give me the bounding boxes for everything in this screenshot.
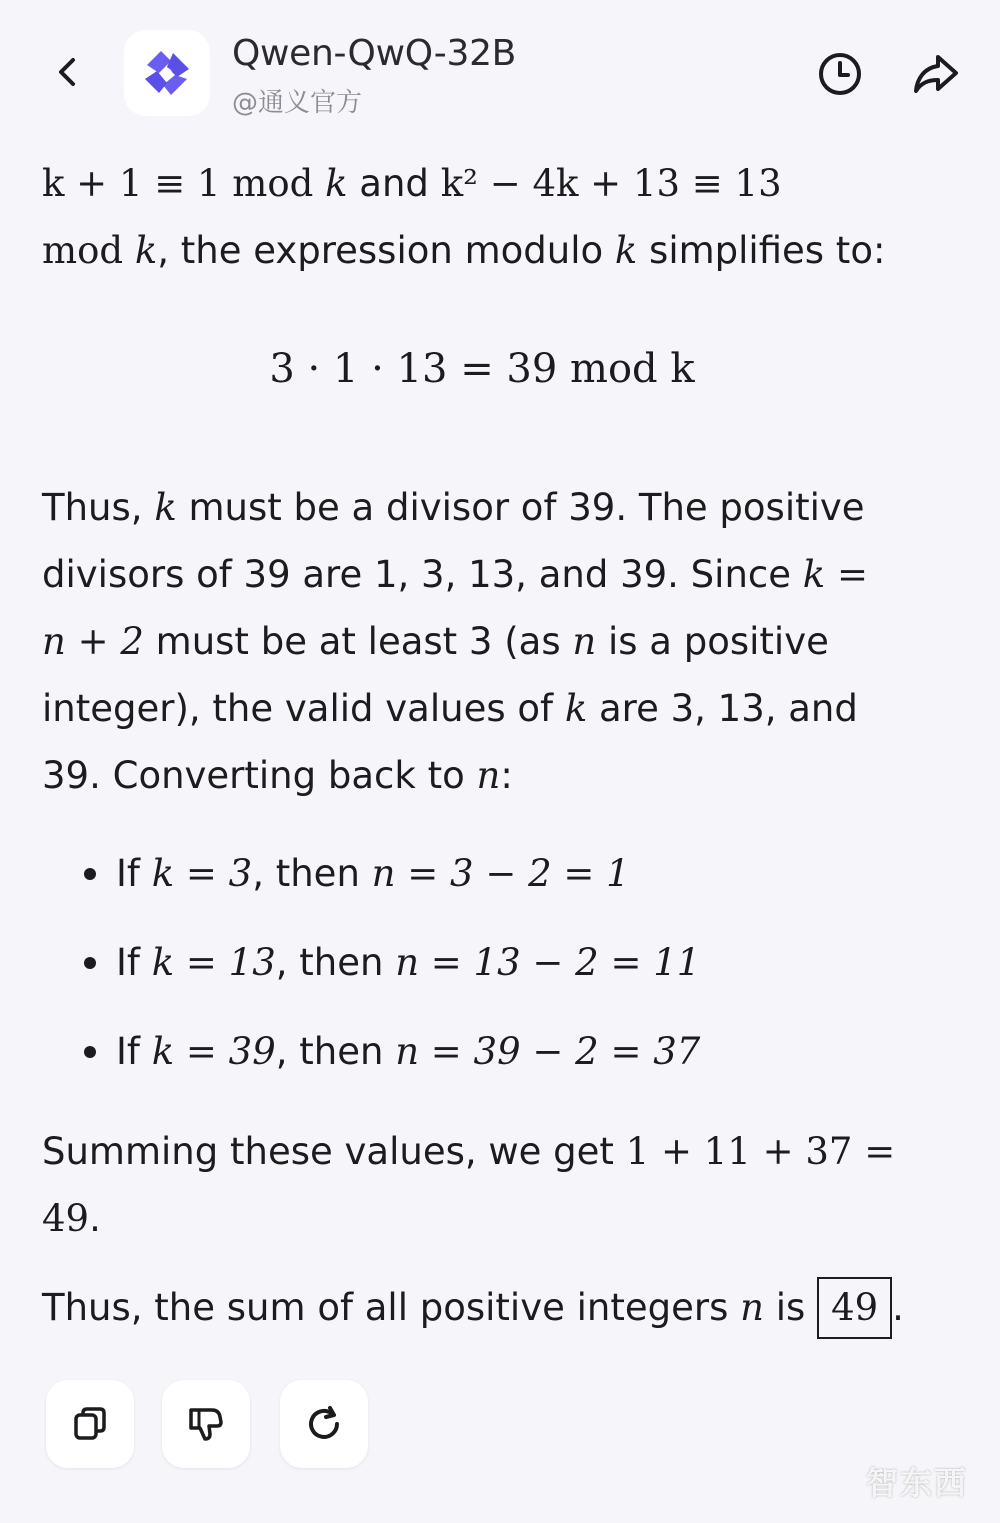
math-congruence-1: k + 1 ≡ 1 mod	[42, 162, 326, 205]
math-k-value: k = 13	[151, 941, 276, 984]
text-if: If	[116, 941, 152, 984]
math-n-value: n = 3 − 2 = 1	[371, 852, 630, 895]
text-segment: Summing these values, we get	[42, 1130, 626, 1173]
copy-icon	[70, 1404, 110, 1444]
math-k-value: k = 39	[151, 1030, 276, 1073]
dislike-button[interactable]	[162, 1380, 250, 1468]
list-item	[42, 829, 922, 918]
text-segment: Thus, the sum of all positive integers	[42, 1286, 741, 1329]
text-segment: Thus,	[42, 486, 155, 529]
refresh-icon	[304, 1404, 344, 1444]
text-segment: is a positive integer), the valid values of	[42, 620, 829, 730]
watermark: 智东西	[866, 1464, 969, 1502]
text-segment: is	[763, 1286, 818, 1329]
back-button[interactable]	[46, 50, 90, 94]
boxed-answer: 49	[817, 1277, 892, 1339]
math-congruence-2: k² − 4k + 13 ≡ 13	[440, 162, 782, 205]
math-var-k: k	[614, 229, 638, 272]
thumbs-down-icon	[186, 1404, 226, 1444]
math-var-k: k	[134, 229, 158, 272]
math-n-plus-2: n + 2	[42, 620, 144, 663]
math-var-k: k	[325, 162, 348, 205]
bot-name: Qwen-QwQ-32B	[232, 33, 517, 74]
display-equation: 3 · 1 · 13 = 39 mod k	[269, 346, 695, 392]
math-n-value: n = 13 − 2 = 11	[395, 941, 701, 984]
math-var-n: n	[572, 620, 597, 663]
list-item	[42, 918, 922, 1007]
text-segment: must be a divisor of 39. The positive divisors of 39 are 1, 3, 13, and 39. Since	[42, 486, 865, 596]
math-var-n: n	[740, 1286, 764, 1329]
text-if: If	[116, 852, 152, 895]
solutions-list	[42, 829, 922, 1096]
text-segment: are 3, 13, and 39. Converting back to	[42, 687, 858, 797]
math-n-value: n = 39 − 2 = 37	[395, 1030, 701, 1073]
math-sum-result: 49	[42, 1197, 90, 1240]
text-segment: must be at least 3 (as	[143, 620, 573, 663]
text-if: If	[116, 1030, 152, 1073]
text-segment: , the expression modulo	[157, 229, 615, 272]
text-period: .	[892, 1286, 904, 1329]
chevron-left-icon	[46, 50, 90, 94]
math-k-value: k = 3	[151, 852, 253, 895]
bot-handle: @通义官方	[232, 88, 363, 118]
bot-avatar[interactable]	[124, 30, 210, 116]
text-and: and	[347, 162, 441, 205]
text-segment: :	[500, 754, 513, 797]
math-mod: mod	[42, 229, 135, 272]
paragraph-conclusion	[42, 1274, 922, 1341]
regenerate-button[interactable]	[280, 1380, 368, 1468]
message-actions	[0, 1380, 1000, 1470]
share-arrow-icon	[910, 48, 962, 100]
text-segment: simplifies to:	[637, 229, 886, 272]
math-k-equals: k =	[802, 553, 868, 596]
share-button[interactable]	[910, 48, 962, 100]
text-then: , then	[275, 1030, 396, 1073]
paragraph-divisors	[42, 474, 922, 809]
chat-header	[0, 0, 1000, 140]
math-var-k: k	[564, 687, 588, 730]
text-then: , then	[275, 941, 396, 984]
math-var-n: n	[476, 754, 501, 797]
math-sum: 1 + 11 + 37 =	[625, 1130, 896, 1173]
text-period: .	[89, 1197, 101, 1240]
copy-button[interactable]	[46, 1380, 134, 1468]
clock-icon	[814, 48, 866, 100]
math-var-k: k	[154, 486, 177, 529]
qwen-logo-icon	[137, 43, 197, 103]
text-then: , then	[252, 852, 372, 895]
history-button[interactable]	[814, 48, 866, 100]
paragraph-sum	[42, 1118, 922, 1252]
message-content	[42, 150, 922, 1341]
paragraph-intro	[42, 150, 922, 284]
list-item	[42, 1007, 922, 1096]
